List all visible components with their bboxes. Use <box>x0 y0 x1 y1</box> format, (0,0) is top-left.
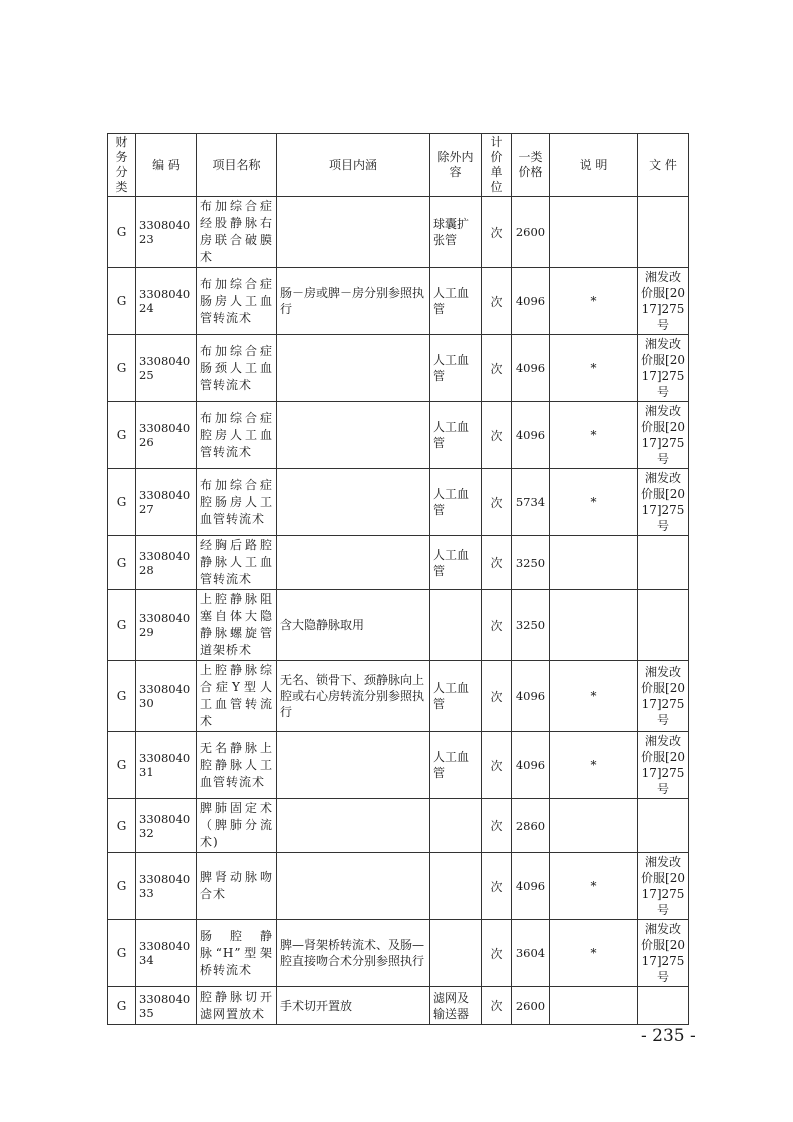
row-category: G <box>108 536 136 590</box>
row-name: 上腔静脉综合症Y型人工血管转流术 <box>197 661 277 732</box>
row-excluded <box>430 853 482 920</box>
row-code: 330804032 <box>136 799 197 853</box>
header-category: 财务分类 <box>108 134 136 197</box>
table-row <box>108 732 689 799</box>
row-unit: 次 <box>482 920 512 987</box>
row-unit: 次 <box>482 335 512 402</box>
row-name: 布加综合症肠房人工血管转流术 <box>197 268 277 335</box>
row-content <box>277 335 430 402</box>
row-content <box>277 853 430 920</box>
row-code: 330804026 <box>136 402 197 469</box>
row-unit: 次 <box>482 469 512 536</box>
row-note: * <box>550 732 638 799</box>
header-name: 项目名称 <box>197 134 277 197</box>
row-price: 4096 <box>512 853 550 920</box>
row-unit: 次 <box>482 402 512 469</box>
table-row <box>108 799 689 853</box>
table-row <box>108 268 689 335</box>
page-number: - 235 - <box>641 1026 696 1046</box>
row-content <box>277 402 430 469</box>
row-price: 3250 <box>512 590 550 661</box>
row-content <box>277 469 430 536</box>
table-row <box>108 920 689 987</box>
row-category: G <box>108 661 136 732</box>
row-excluded: 人工血管 <box>430 402 482 469</box>
row-code: 330804035 <box>136 987 197 1025</box>
row-content: 含大隐静脉取用 <box>277 590 430 661</box>
header-content: 项目内涵 <box>277 134 430 197</box>
table-row <box>108 335 689 402</box>
row-content <box>277 732 430 799</box>
header-price: 一类价格 <box>512 134 550 197</box>
row-name: 肠腔静脉“H”型架桥转流术 <box>197 920 277 987</box>
row-code: 330804029 <box>136 590 197 661</box>
row-unit: 次 <box>482 987 512 1025</box>
row-price: 2600 <box>512 987 550 1025</box>
row-category: G <box>108 920 136 987</box>
header-excluded: 除外内容 <box>430 134 482 197</box>
row-note: * <box>550 402 638 469</box>
row-note: * <box>550 268 638 335</box>
row-excluded: 滤网及输送器 <box>430 987 482 1025</box>
row-unit: 次 <box>482 661 512 732</box>
row-unit: 次 <box>482 536 512 590</box>
row-note <box>550 197 638 268</box>
row-excluded <box>430 590 482 661</box>
header-code: 编 码 <box>136 134 197 197</box>
table-body <box>108 197 689 1025</box>
table-row <box>108 661 689 732</box>
row-category: G <box>108 799 136 853</box>
row-category: G <box>108 197 136 268</box>
row-content: 肠－房或脾－房分别参照执行 <box>277 268 430 335</box>
row-category: G <box>108 732 136 799</box>
row-excluded: 人工血管 <box>430 732 482 799</box>
row-file: 湘发改价服[2017]275号 <box>638 335 689 402</box>
row-price: 4096 <box>512 402 550 469</box>
row-file: 湘发改价服[2017]275号 <box>638 268 689 335</box>
row-price: 4096 <box>512 268 550 335</box>
row-file: 湘发改价服[2017]275号 <box>638 402 689 469</box>
row-content <box>277 197 430 268</box>
row-code: 330804034 <box>136 920 197 987</box>
row-note: * <box>550 469 638 536</box>
row-content <box>277 536 430 590</box>
row-category: G <box>108 469 136 536</box>
row-code: 330804030 <box>136 661 197 732</box>
row-name: 经胸后路腔静脉人工血管转流术 <box>197 536 277 590</box>
price-table <box>107 133 689 1025</box>
row-file: 湘发改价服[2017]275号 <box>638 469 689 536</box>
row-name: 布加综合症肠颈人工血管转流术 <box>197 335 277 402</box>
row-content: 无名、锁骨下、颈静脉向上腔或右心房转流分别参照执行 <box>277 661 430 732</box>
row-unit: 次 <box>482 853 512 920</box>
row-excluded: 人工血管 <box>430 536 482 590</box>
row-price: 4096 <box>512 335 550 402</box>
row-file <box>638 197 689 268</box>
row-excluded <box>430 920 482 987</box>
header-row <box>108 134 689 197</box>
row-file <box>638 536 689 590</box>
row-code: 330804027 <box>136 469 197 536</box>
row-file: 湘发改价服[2017]275号 <box>638 661 689 732</box>
table-row <box>108 402 689 469</box>
row-price: 4096 <box>512 732 550 799</box>
row-unit: 次 <box>482 197 512 268</box>
row-note <box>550 799 638 853</box>
row-excluded: 人工血管 <box>430 661 482 732</box>
row-code: 330804033 <box>136 853 197 920</box>
row-category: G <box>108 590 136 661</box>
row-excluded: 人工血管 <box>430 469 482 536</box>
row-code: 330804031 <box>136 732 197 799</box>
row-note <box>550 987 638 1025</box>
row-price: 2600 <box>512 197 550 268</box>
table-row <box>108 853 689 920</box>
row-name: 脾肺固定术（脾肺分流术) <box>197 799 277 853</box>
header-file: 文 件 <box>638 134 689 197</box>
row-code: 330804025 <box>136 335 197 402</box>
row-unit: 次 <box>482 732 512 799</box>
row-name: 布加综合症经股静脉右房联合破膜术 <box>197 197 277 268</box>
row-file <box>638 590 689 661</box>
row-name: 脾肾动脉吻合术 <box>197 853 277 920</box>
row-category: G <box>108 987 136 1025</box>
row-price: 4096 <box>512 661 550 732</box>
row-unit: 次 <box>482 799 512 853</box>
row-category: G <box>108 335 136 402</box>
row-content: 脾—肾架桥转流术、及肠—腔直接吻合术分别参照执行 <box>277 920 430 987</box>
row-excluded: 人工血管 <box>430 268 482 335</box>
row-name: 腔静脉切开滤网置放术 <box>197 987 277 1025</box>
row-excluded <box>430 799 482 853</box>
row-name: 布加综合症腔房人工血管转流术 <box>197 402 277 469</box>
row-excluded: 球囊扩张管 <box>430 197 482 268</box>
header-unit: 计价单位 <box>482 134 512 197</box>
row-excluded: 人工血管 <box>430 335 482 402</box>
row-price: 5734 <box>512 469 550 536</box>
row-note <box>550 536 638 590</box>
row-file <box>638 799 689 853</box>
row-file <box>638 987 689 1025</box>
row-note: * <box>550 335 638 402</box>
row-price: 2860 <box>512 799 550 853</box>
row-price: 3250 <box>512 536 550 590</box>
row-name: 布加综合症腔肠房人工血管转流术 <box>197 469 277 536</box>
row-name: 上腔静脉阻塞自体大隐静脉螺旋管道架桥术 <box>197 590 277 661</box>
row-code: 330804024 <box>136 268 197 335</box>
row-file: 湘发改价服[2017]275号 <box>638 732 689 799</box>
table-row <box>108 590 689 661</box>
table-row <box>108 197 689 268</box>
row-note <box>550 590 638 661</box>
row-note: * <box>550 661 638 732</box>
row-file: 湘发改价服[2017]275号 <box>638 853 689 920</box>
row-name: 无名静脉上腔静脉人工血管转流术 <box>197 732 277 799</box>
row-content: 手术切开置放 <box>277 987 430 1025</box>
row-code: 330804028 <box>136 536 197 590</box>
table-row <box>108 536 689 590</box>
table-row <box>108 987 689 1025</box>
row-note: * <box>550 853 638 920</box>
table-row <box>108 469 689 536</box>
row-price: 3604 <box>512 920 550 987</box>
row-category: G <box>108 853 136 920</box>
row-category: G <box>108 268 136 335</box>
row-note: * <box>550 920 638 987</box>
header-note: 说 明 <box>550 134 638 197</box>
row-unit: 次 <box>482 268 512 335</box>
row-unit: 次 <box>482 590 512 661</box>
row-content <box>277 799 430 853</box>
row-code: 330804023 <box>136 197 197 268</box>
row-file: 湘发改价服[2017]275号 <box>638 920 689 987</box>
row-category: G <box>108 402 136 469</box>
